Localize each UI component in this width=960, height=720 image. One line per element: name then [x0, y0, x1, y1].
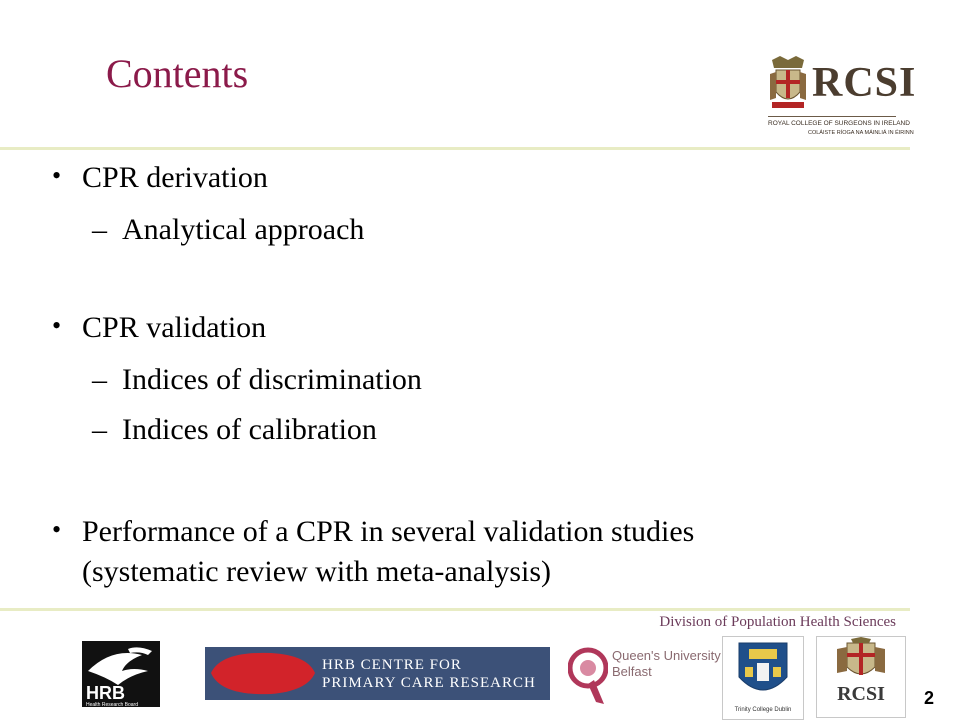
hrb-centre-logo — [205, 647, 550, 700]
footer-division: Division of Population Health Sciences — [659, 614, 896, 630]
qub-logo — [568, 644, 721, 710]
bullet-text: CPR derivation — [82, 161, 268, 194]
hrb-centre-line2: PRIMARY CARE RESEARCH — [322, 675, 536, 691]
rcsi-wordmark: RCSI — [812, 60, 917, 106]
bullet-marker: • — [52, 161, 62, 190]
header-rule — [0, 147, 910, 150]
rcsi-divider — [768, 116, 896, 117]
tcd-name: Trinity College Dublin — [734, 707, 792, 713]
sub-bullet-text: Indices of discrimination — [122, 363, 422, 396]
bullet-marker: • — [52, 515, 62, 544]
qub-crest-icon — [568, 644, 608, 710]
dash-marker: – — [92, 213, 107, 246]
qub-name-line1: Queen's University — [612, 648, 721, 663]
rcsi-footer-wordmark: RCSI — [837, 683, 885, 705]
page-number: 2 — [924, 688, 935, 708]
rcsi-footer-crest-icon — [817, 637, 905, 683]
sub-bullet-text: Indices of calibration — [122, 413, 377, 446]
dash-marker: – — [92, 413, 107, 446]
rcsi-footer-logo — [816, 636, 906, 718]
tcd-crest-icon — [723, 637, 803, 707]
slide-title: Contents — [106, 51, 249, 96]
hrb-subtitle: Health Research Board — [86, 702, 138, 707]
dash-marker: – — [92, 363, 107, 396]
bullet-text: CPR validation — [82, 311, 267, 344]
footer-rule — [0, 608, 910, 611]
rcsi-header-logo — [768, 52, 917, 142]
qub-name-line2: Belfast — [612, 664, 652, 679]
hrb-logo-icon — [82, 641, 160, 707]
rcsi-irish-name: COLÁISTE RÍOGA NA MÁINLIÁ IN ÉIRINN — [808, 130, 914, 136]
rcsi-crest-icon — [768, 54, 808, 112]
hrb-centre-line1: HRB CENTRE FOR — [322, 657, 462, 673]
sub-bullet-text: Analytical approach — [122, 213, 365, 246]
rcsi-english-name: ROYAL COLLEGE OF SURGEONS IN IRELAND — [768, 120, 910, 127]
hrb-logo — [82, 641, 160, 707]
bullet-text-continued: (systematic review with meta-analysis) — [82, 555, 552, 588]
bullet-text: Performance of a CPR in several validation studies — [82, 515, 695, 548]
tcd-logo — [722, 636, 804, 720]
bullet-marker: • — [52, 311, 62, 340]
hrb-centre-red-shape-icon — [211, 651, 315, 696]
hrb-wordmark: HRB — [86, 683, 125, 703]
